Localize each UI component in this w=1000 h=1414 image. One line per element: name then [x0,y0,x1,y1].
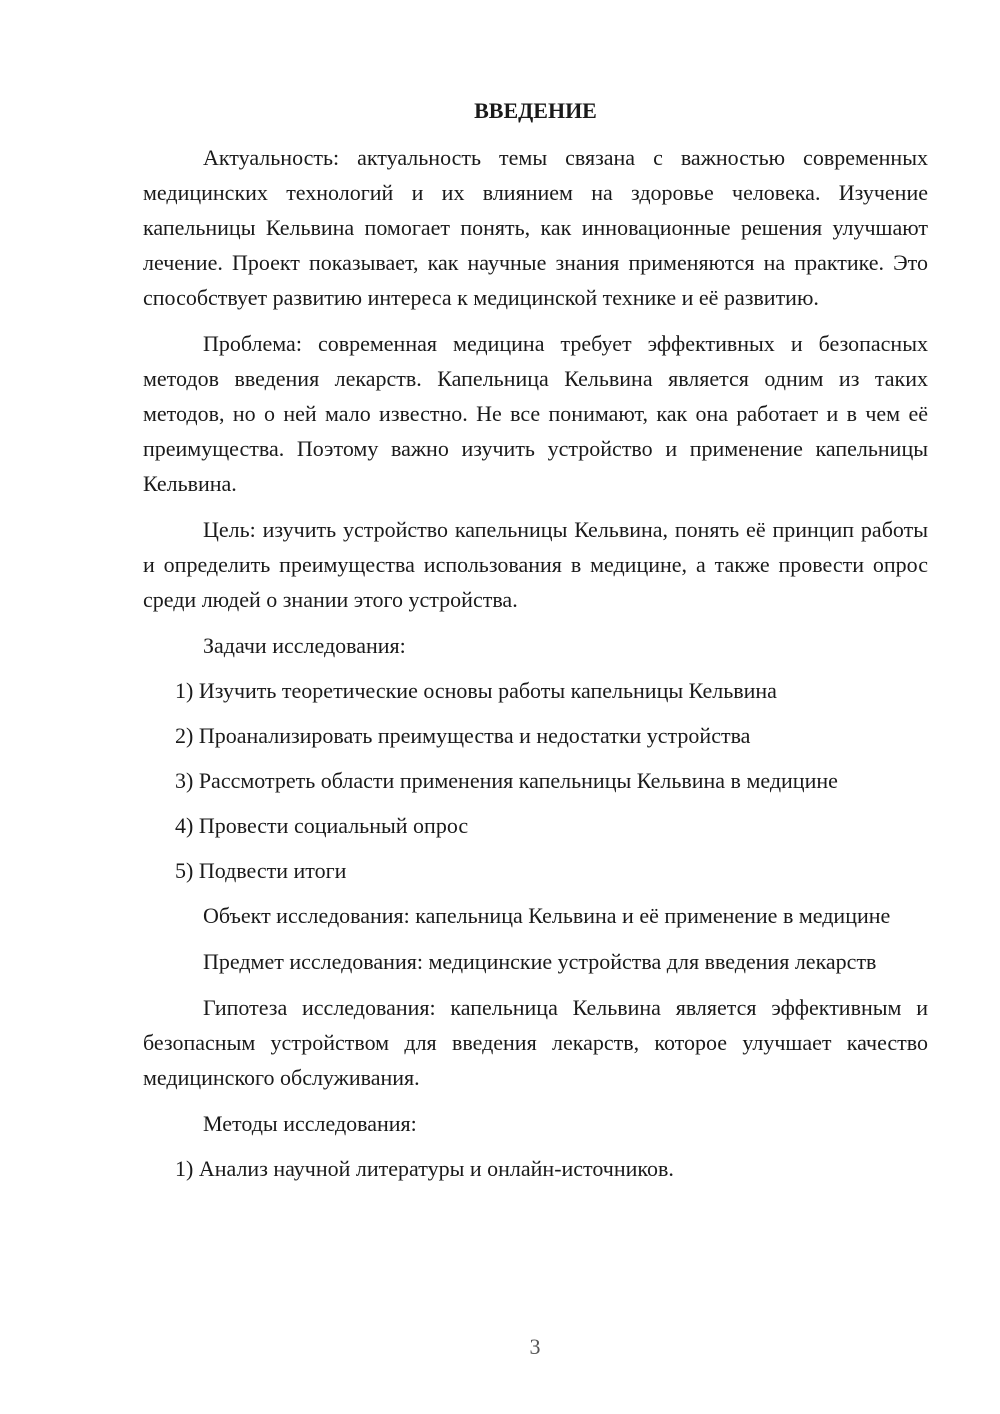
list-item: 3) Рассмотреть области применения капельницы Кельвина в медицине [175,768,838,793]
tasks-heading: Задачи исследования: [203,633,406,658]
hypothesis-paragraph: Гипотеза исследования: капельница Кельвина является эффективным и безопасным устройством для введения лекарств, которое улучшает качество медицинского обслуживания. [143,995,928,1090]
problem-paragraph: Проблема: современная медицина требует эффективных и безопасных методов введения лекарств. Капельница Кельвина является одним из таких методов, но о ней мало известно. Не все понимают, как она работает и в чем её преимущества. Поэтому важно изучить устройство и применение капельницы Кельвина. [143,331,928,496]
list-item: 2) Проанализировать преимущества и недостатки устройства [175,723,751,748]
relevance-paragraph: Актуальность: актуальность темы связана с важностью современных медицинских технологий и их влиянием на здоровье человека. Изучение капельницы Кельвина помогает понять, как инновационные решения улучшают лечение. Проект показывает, как научные знания применяются на практике. Это способствует развитию интереса к медицинской технике и её развитию. [143,145,928,310]
subject-paragraph: Предмет исследования: медицинские устройства для введения лекарств [203,949,877,974]
page-number: 3 [529,1334,541,1359]
list-item: 5) Подвести итоги [175,858,347,883]
goal-paragraph: Цель: изучить устройство капельницы Кельвина, понять её принцип работы и определить преимущества использования в медицине, а также провести опрос среди людей о знании этого устройства. [143,517,928,612]
list-item: 1) Изучить теоретические основы работы капельницы Кельвина [175,678,777,703]
list-item: 1) Анализ научной литературы и онлайн-источников. [175,1156,674,1181]
object-paragraph: Объект исследования: капельница Кельвина и её применение в медицине [203,903,891,928]
list-item: 4) Провести социальный опрос [175,813,469,838]
methods-heading: Методы исследования: [203,1111,417,1136]
methods-list [143,1151,928,1186]
page-title: ВВЕДЕНИЕ [474,98,597,123]
document-page [143,96,928,1196]
tasks-list [143,673,928,888]
